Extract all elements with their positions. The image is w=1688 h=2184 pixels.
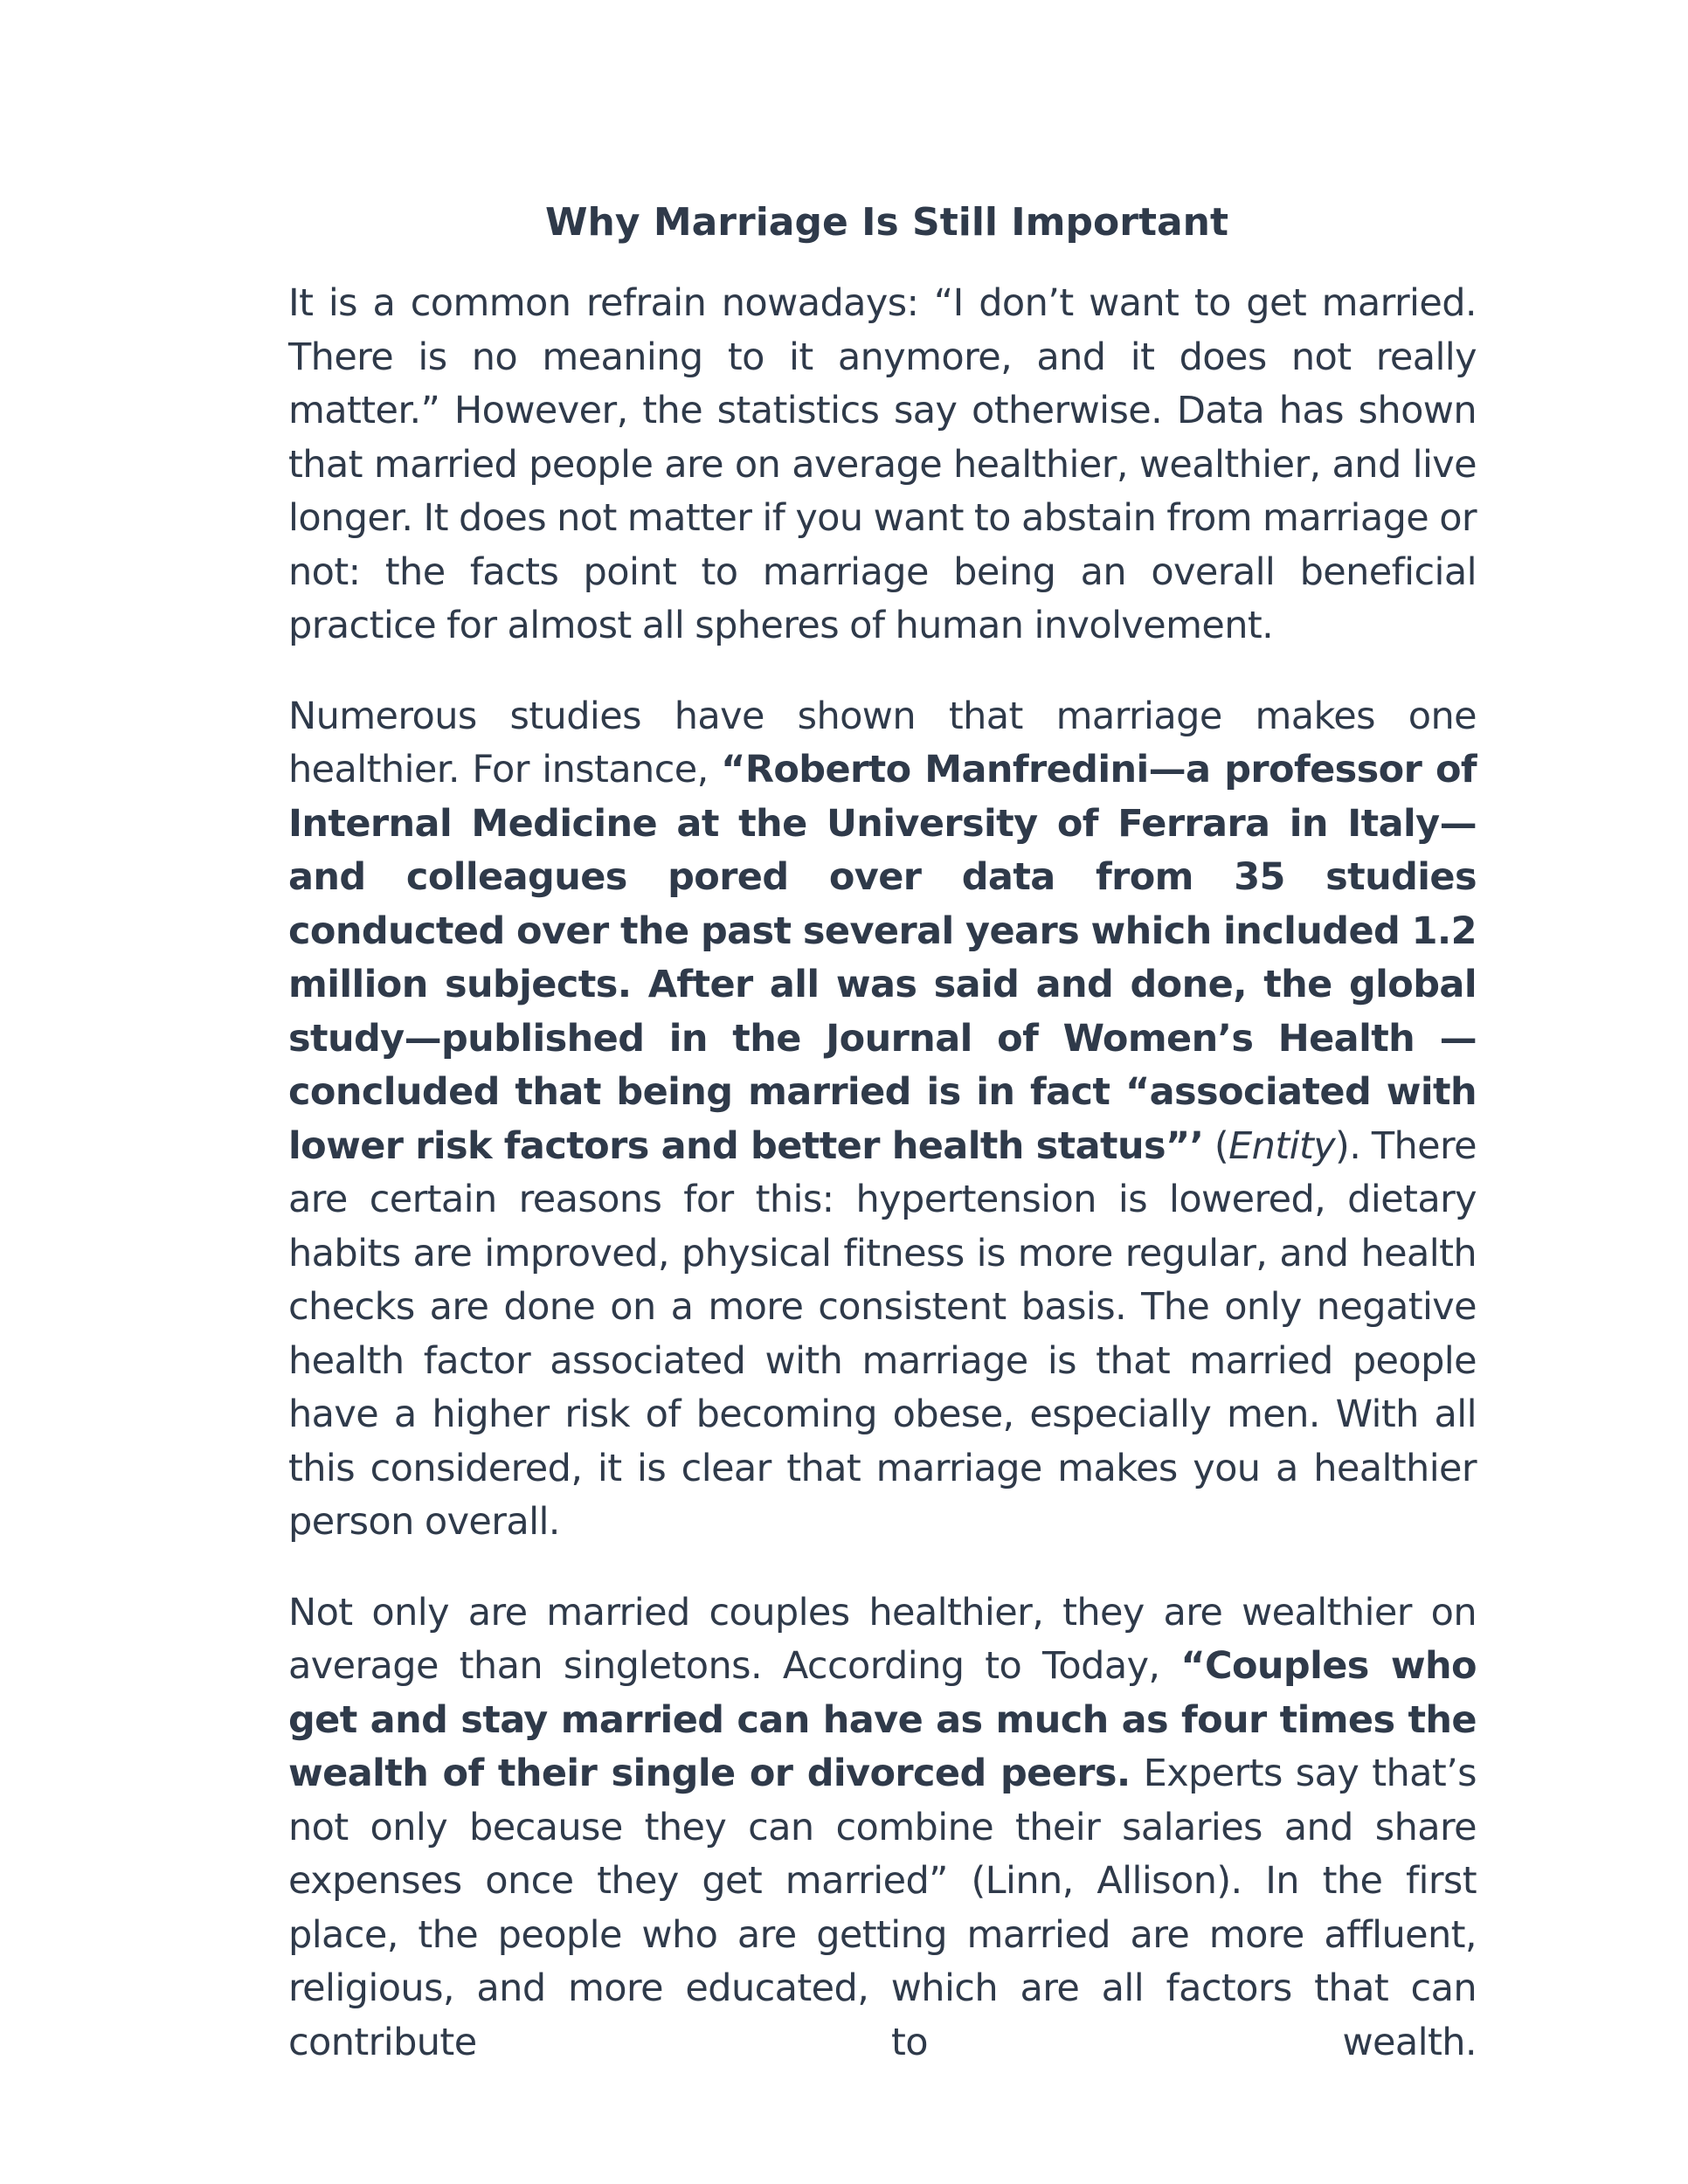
paragraph-health-intro: Numerous studies have shown that marriage makes one healthier. For instance, (288, 694, 1477, 791)
paragraph-intro: It is a common refrain nowadays: “I don’t want to get married. There is no meaning to it anymore, and it does not really matter.” However, the statistics say otherwise. Data has shown that married people are on average healthier, wealthier, and live longer. It does not matter if you want to abstain from marriage or not: the facts point to marriage being an overall beneficial practice for almost all spheres of human involvement. (288, 281, 1477, 647)
document-page (288, 197, 1477, 2106)
paragraph-health-cite-open: ( (1203, 1123, 1229, 1168)
paragraph-health-rest: ). There are certain reasons for this: hypertension is lowered, dietary habits are improved, physical fitness is more regular, and health checks are done on a more consistent basis. The only negative health factor associated with marriage is that married people have a higher risk of becoming obese, especially men. With all this considered, it is clear that marriage makes you a healthier person overall. (288, 1123, 1477, 1544)
paragraph-wealth-quote: “Couples who get and stay married can have as much as four times the wealth of their single or divorced peers. (288, 1644, 1477, 1795)
paragraph-health-cite: Entity (1228, 1123, 1336, 1168)
paragraph-wealth (288, 1586, 1477, 2070)
paragraph-wealth-rest: Experts say that’s not only because they can combine their salaries and share expenses once they get married” (Linn, Allison). In the first place, the people who are getting married are more affluent, religious, and more educated, which are all factors that can contribute to wealth. (288, 1752, 1477, 2064)
paragraph-health-quote: “Roberto Manfredini—a professor of Internal Medicine at the University of Ferrara in Italy—and colleagues pored over data from 35 studies conducted over the past several years which included 1.2 million subjects. After all was said and done, the global study—published in the Journal of Women’s Health —concluded that being married is in fact “associated with lower risk factors and better health status”’ (288, 748, 1477, 1168)
paragraph-health (288, 690, 1477, 1550)
document-title: Why Marriage Is Still Important (544, 200, 1229, 245)
paragraph-wealth-intro: Not only are married couples healthier, they are wealthier on average than singletons. According to Today, (288, 1590, 1477, 1688)
